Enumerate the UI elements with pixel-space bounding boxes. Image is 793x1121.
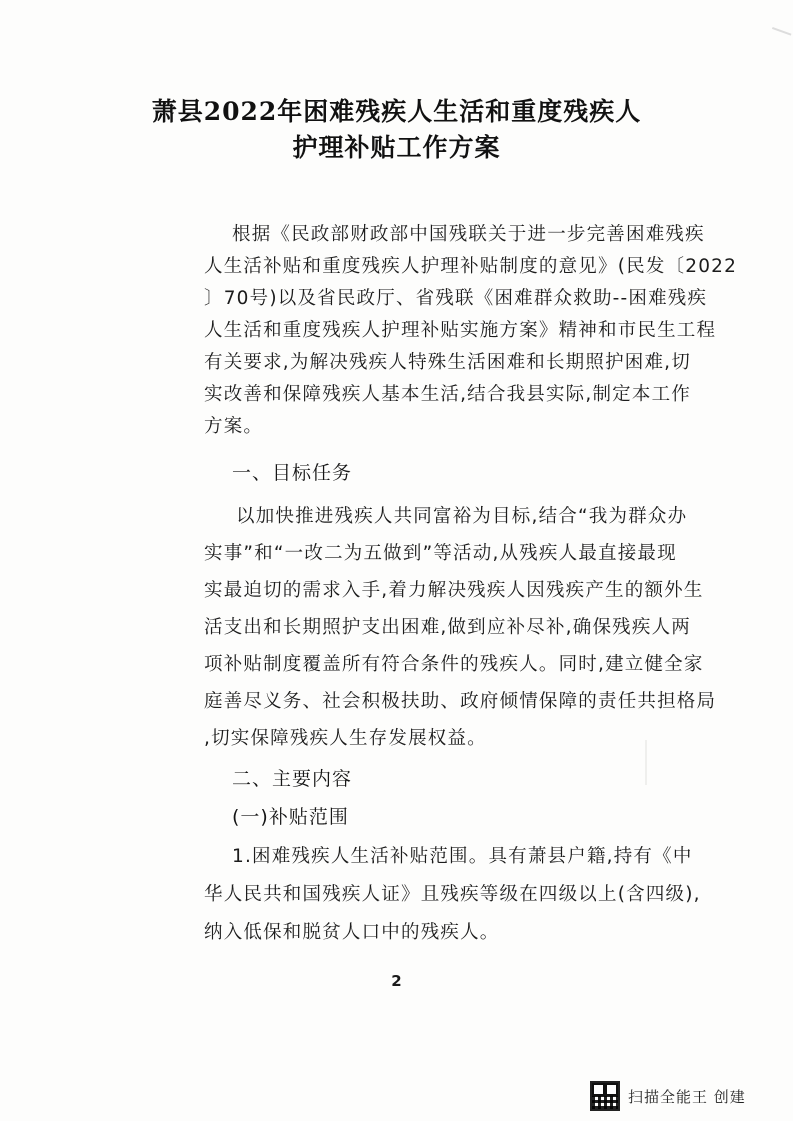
document-title-line2: 护理补贴工作方案 xyxy=(292,133,501,162)
scanner-watermark xyxy=(590,1080,746,1112)
section1-line: 实最迫切的需求入手,着力解决残疾人因残疾产生的额外生 xyxy=(204,580,704,601)
page-number: 2 xyxy=(391,972,402,990)
section1-line: 活支出和长期照护支出困难,做到应补尽补,确保残疾人两 xyxy=(204,617,691,638)
qr-code-icon xyxy=(590,1081,620,1111)
item1-line: 1.困难残疾人生活补贴范围。具有萧县户籍,持有《中 xyxy=(232,846,693,867)
scan-mark xyxy=(769,27,792,45)
subsection-heading: (一)补贴范围 xyxy=(232,806,349,828)
section1-line: 项补贴制度覆盖所有符合条件的残疾人。同时,建立健全家 xyxy=(204,654,704,675)
document-title-line1: 萧县2022年困难残疾人生活和重度残疾人 xyxy=(151,97,642,126)
intro-line: 人生活补贴和重度残疾人护理补贴制度的意见》(民发〔2022 xyxy=(204,256,738,277)
section-heading: 二、主要内容 xyxy=(232,768,353,790)
intro-line: 有关要求,为解决残疾人特殊生活困难和长期照护困难,切 xyxy=(204,352,691,373)
section1-line: 以加快推进残疾人共同富裕为目标,结合“我为群众办 xyxy=(236,506,688,527)
section1-line: 实事”和“一改二为五做到”等活动,从残疾人最直接最现 xyxy=(204,543,677,564)
section1-line: ,切实保障残疾人生存发展权益。 xyxy=(204,728,487,749)
scanner-text: 扫描全能王 创建 xyxy=(628,1087,746,1106)
item1-line: 纳入低保和脱贫人口中的残疾人。 xyxy=(204,922,500,943)
item1-line: 华人民共和国残疾人证》且残疾等级在四级以上(含四级), xyxy=(204,884,701,905)
intro-line: 方案。 xyxy=(204,416,264,437)
section1-line: 庭善尽义务、社会积极扶助、政府倾情保障的责任共担格局 xyxy=(204,691,717,712)
section-heading: 一、目标任务 xyxy=(232,462,353,484)
paper-smudge xyxy=(645,740,677,785)
intro-line: 人生活和重度残疾人护理补贴实施方案》精神和市民生工程 xyxy=(204,320,717,341)
intro-line: 根据《民政部财政部中国残联关于进一步完善困难残疾 xyxy=(232,224,705,245)
intro-line: 〕70号)以及省民政厅、省残联《困难群众救助--困难残疾 xyxy=(204,288,708,309)
intro-line: 实改善和保障残疾人基本生活,结合我县实际,制定本工作 xyxy=(204,384,691,405)
